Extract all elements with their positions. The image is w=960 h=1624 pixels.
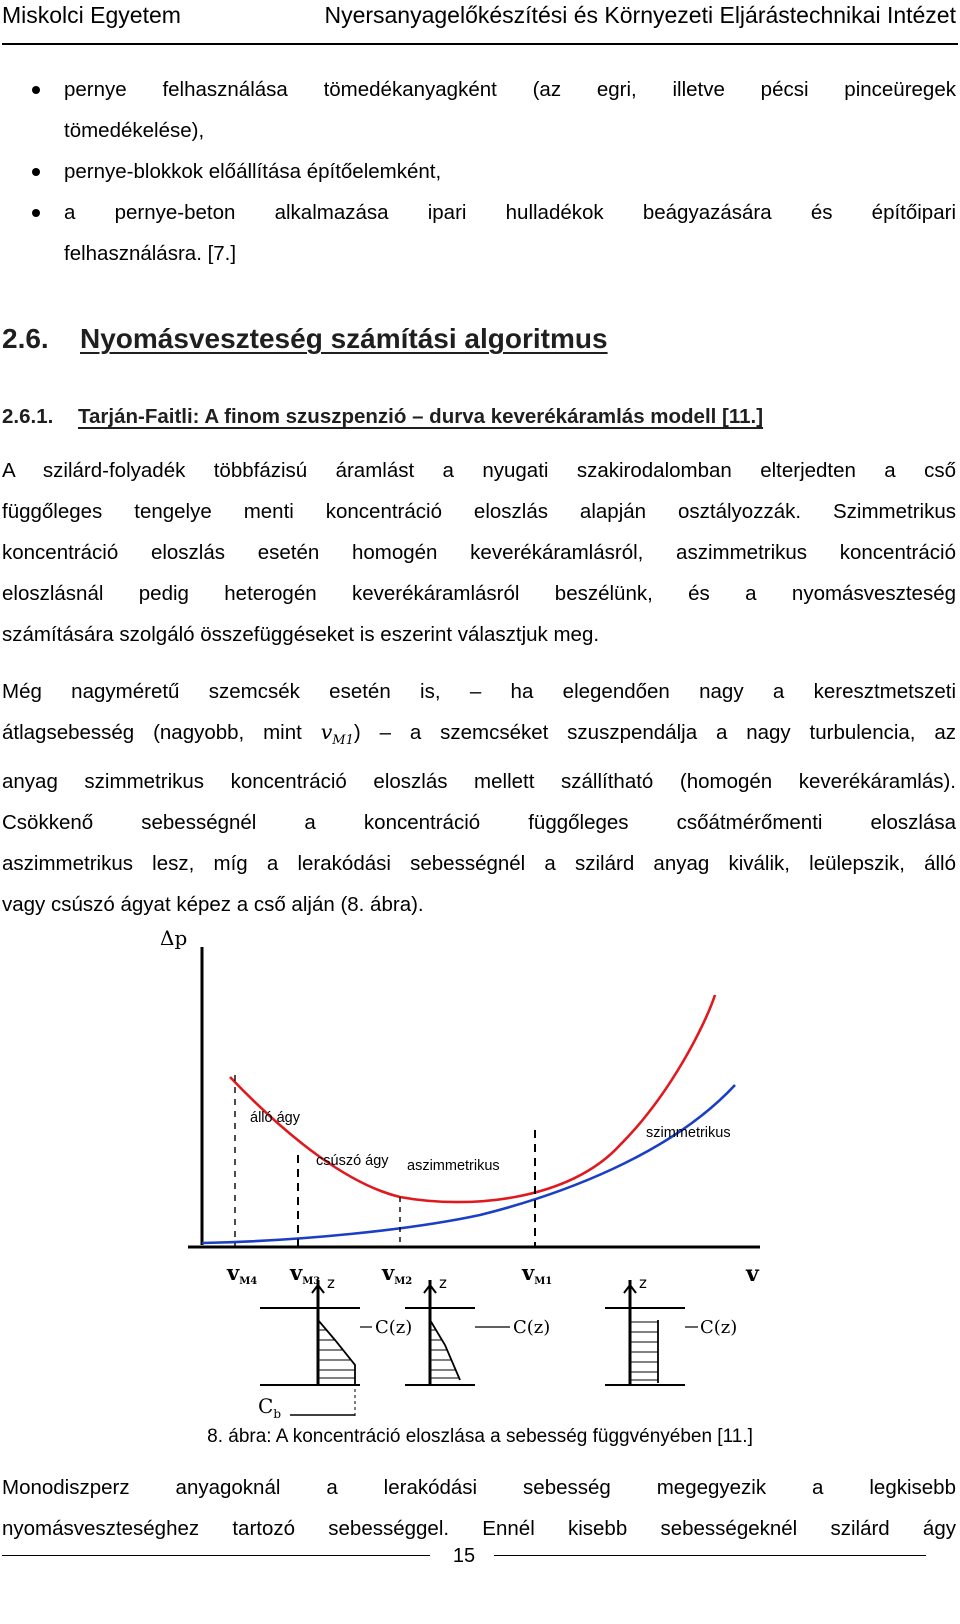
bullet-item [30, 69, 956, 151]
page-header [0, 0, 960, 44]
profile-sliding-bed [405, 1274, 550, 1385]
profile-symmetric [605, 1274, 737, 1385]
text-line: koncentráció eloszlás esetén homogén keverékáramlásról, aszimmetrikus koncentráció [2, 541, 956, 564]
label-aszimmetrikus: aszimmetrikus [407, 1158, 500, 1174]
text-run: átlagsebesség (nagyobb, mint [2, 721, 321, 744]
header-rule [2, 43, 958, 45]
profile-cz-label: C(z) [700, 1317, 738, 1338]
profile-stationary-bed [258, 1274, 412, 1420]
header-university: Miskolci Egyetem [2, 2, 181, 28]
paragraph-1 [2, 450, 956, 655]
text-line: A szilárd-folyadék többfázisú áramlást a nyugati szakirodalomban elterjedten a cső [2, 459, 956, 482]
label-csuszo-agy: csúszó ágy [316, 1153, 389, 1169]
subsection-heading [2, 405, 763, 429]
text-line: vagy csúszó ágyat képez a cső alján (8. ábra). [2, 893, 424, 917]
text-line: nyomásveszteséghez tartozó sebességgel. Ennél kisebb sebességeknél szilárd ágy [2, 1517, 956, 1540]
profile-axis-label: z [327, 1274, 335, 1292]
subsection-number: 2.6.1. [2, 405, 54, 428]
velocity-labels [226, 1260, 552, 1287]
label-allo-agy: álló ágy [250, 1110, 300, 1126]
tick-vm3: vM3 [290, 1260, 321, 1287]
text-line: aszimmetrikus lesz, míg a lerakódási sebességnél a szilárd anyag kiválik, leülepszik, álló [2, 852, 956, 876]
text-line: eloszlásnál pedig heterogén keverékáramlásról beszélünk, és a nyomásveszteség [2, 582, 956, 605]
profile-axis-label: z [439, 1274, 447, 1292]
bullet-item [30, 192, 956, 274]
bullet-line: pernye felhasználása tömedékanyagként (az egri, illetve pécsi pinceüregek [64, 78, 956, 101]
y-axis-label: Δp [160, 926, 188, 950]
subsection-title: Tarján-Faitli: A finom szuszpenzió – durva keverékáramlás modell [11.] [78, 405, 764, 428]
bullet-line: pernye-blokkok előállítása építőelemként, [64, 160, 442, 183]
text-line: Csökkenő sebességnél a koncentráció függőleges csőátmérőmenti eloszlása [2, 811, 956, 835]
bullet-item [30, 151, 956, 192]
text-line: Még nagyméretű szemcsék esetén is, – ha elegendően nagy a keresztmetszeti [2, 680, 956, 703]
header-institute: Nyersanyagelőkészítési és Környezeti Eljárástechnikai Intézet [324, 2, 956, 28]
bullet-list [30, 69, 956, 274]
figure-caption: 8. ábra: A koncentráció eloszlása a sebesség függvényében [11.] [207, 1426, 753, 1447]
text-line: anyag szimmetrikus koncentráció eloszlás mellett szállítható (homogén keverékáramlás). [2, 770, 956, 794]
figure-svg [150, 925, 790, 1420]
tick-vm1: vM1 [522, 1260, 553, 1287]
section-title: Nyomásveszteség számítási algoritmus [80, 323, 608, 354]
velocity-symbol: $v_{M1}$ [320, 720, 354, 749]
bullet-line: a pernye-beton alkalmazása ipari hulladékok beágyazására és építőipari [64, 201, 956, 224]
text-line [2, 712, 956, 761]
paragraph-2 [2, 671, 956, 925]
x-axis-label: v [746, 1261, 759, 1287]
label-szimmetrikus: szimmetrikus [646, 1125, 731, 1141]
figure-8-diagram [150, 925, 790, 1420]
text-run: ) – a szemcséket szuszpendálja a nagy turbulencia, az [353, 721, 957, 744]
cb-label: $C_b$ [258, 1394, 281, 1420]
text-line: számítására szolgáló összefüggéseket is eszerint választjuk meg. [2, 623, 600, 646]
text-line: Monodiszperz anyagoknál a lerakódási sebesség megegyezik a legkisebb [2, 1476, 956, 1499]
profile-cz-label: C(z) [375, 1317, 413, 1338]
section-heading [2, 323, 608, 355]
page-number: 15 [452, 1545, 476, 1567]
bullet-line: tömedékelése), [64, 119, 205, 142]
profile-axis-label: z [639, 1274, 647, 1292]
profile-cz-label: C(z) [513, 1317, 551, 1338]
paragraph-3 [2, 1467, 956, 1549]
bullet-line: felhasználásra. [7.] [64, 242, 237, 265]
tick-vm4: vM4 [227, 1260, 258, 1287]
text-line: függőleges tengelye menti koncentráció eloszlás alapján osztályozzák. Szimmetrikus [2, 500, 956, 523]
tick-vm2: vM2 [382, 1260, 413, 1287]
section-number: 2.6. [2, 323, 49, 354]
